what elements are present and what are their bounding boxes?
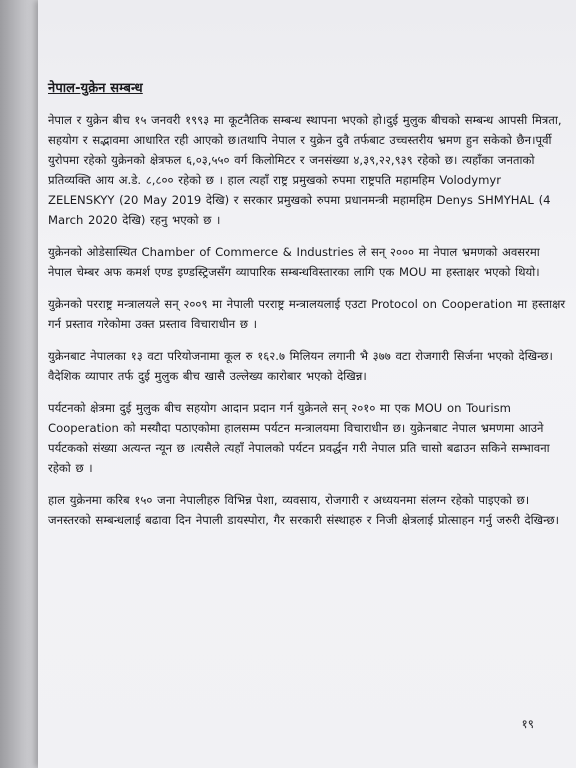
background-surface xyxy=(0,0,42,768)
paragraph-investment: युक्रेनबाट नेपालका १३ वटा परियोजनामा कूल रु १६२.७ मिलियन लगानी भै ३७७ वटा रोजगारी सिर्जना भएको देखिन्छ।वैदेशिक व्यापार तर्फ दुई मुलुक बीच खासै उल्लेख्य कारोबार भएको देखिन्न। xyxy=(48,349,553,383)
page-number: १९ xyxy=(521,717,534,731)
paragraph-odesa-mou: युक्रेनको ओडेसास्थित Chamber of Commerce & Industries ले सन् २००० मा नेपाल भ्रमणको अवसरमा नेपाल चेम्बर अफ कमर्श एण्ड इण्डस्ट्रिजसँग व्यापारिक सम्बन्धविस्तारका लागि एक MOU मा हस्ताक्षर भएको थियो। xyxy=(48,245,540,279)
paragraph-overview: नेपाल र युक्रेन बीच १५ जनवरी १९९३ मा कूटनैतिक सम्बन्ध स्थापना भएको हो।दुई मुलुक बीचको सम्बन्ध आपसी मित्रता, सहयोग र सद्भावमा आधारित रही आएको छ।तथापि नेपाल र युक्रेन दुवै तर्फबाट उच्चस्तरीय भ्रमण हुन सकेको छैन।पूर्वी युरोपमा रहेको युक्रेनको क्षेत्रफल ६,०३,५५० वर्ग किलोमिटर र जनसंख्या ४,३९,२२,९३९ रहेको छ। त्यहाँका जनताको प्रतिव्यक्ति आय अ.डे. ८,८०० रहेको छ । हाल त्यहाँ राष्ट्र प्रमुखको रुपमा राष्ट्रपति महामहिम Volodymyr ZELENSKYY (20 May 2019 देखि) र सरकार प्रमुखको रुपमा प्रधानमन्त्री महामहिम Denys SHMYHAL (4 March 2020 देखि) रहनु भएको छ । xyxy=(48,113,562,227)
document-page xyxy=(38,0,576,768)
paragraph-diaspora: हाल युक्रेनमा करिब १५० जना नेपालीहरु विभिन्न पेशा, व्यवसाय, रोजगारी र अध्ययनमा संलग्न रहेको पाइएको छ। जनस्तरको सम्बन्धलाई बढावा दिन नेपाली डायस्पोरा, गैर सरकारी संस्थाहरु र निजी क्षेत्रलाई प्रोत्साहन गर्नु जरुरी देखिन्छ। xyxy=(48,493,559,527)
paragraph-tourism: पर्यटनको क्षेत्रमा दुई मुलुक बीच सहयोग आदान प्रदान गर्न युक्रेनले सन् २०१० मा एक MOU on Tourism Cooperation को मस्यौदा पठाएकोमा हालसम्म पर्यटन मन्त्रालयमा विचाराधीन छ। युक्रेनबाट नेपाल भ्रमणमा आउने पर्यटकको संख्या अत्यन्त न्यून छ ।त्यसैले त्यहाँ नेपालको पर्यटन प्रवर्द्धन गरी नेपाल प्रति चासो बढाउन सकिने सम्भावना रहेको छ । xyxy=(48,401,550,475)
section-heading: नेपाल-युक्रेन सम्बन्ध xyxy=(48,81,143,96)
page-content xyxy=(48,78,566,542)
paragraph-protocol: युक्रेनको परराष्ट्र मन्त्रालयले सन् २००९ मा नेपाली परराष्ट्र मन्त्रालयलाई एउटा Protocol on Cooperation मा हस्ताक्षर गर्न प्रस्ताव गरेकोमा उक्त प्रस्ताव विचाराधीन छ । xyxy=(48,297,566,331)
